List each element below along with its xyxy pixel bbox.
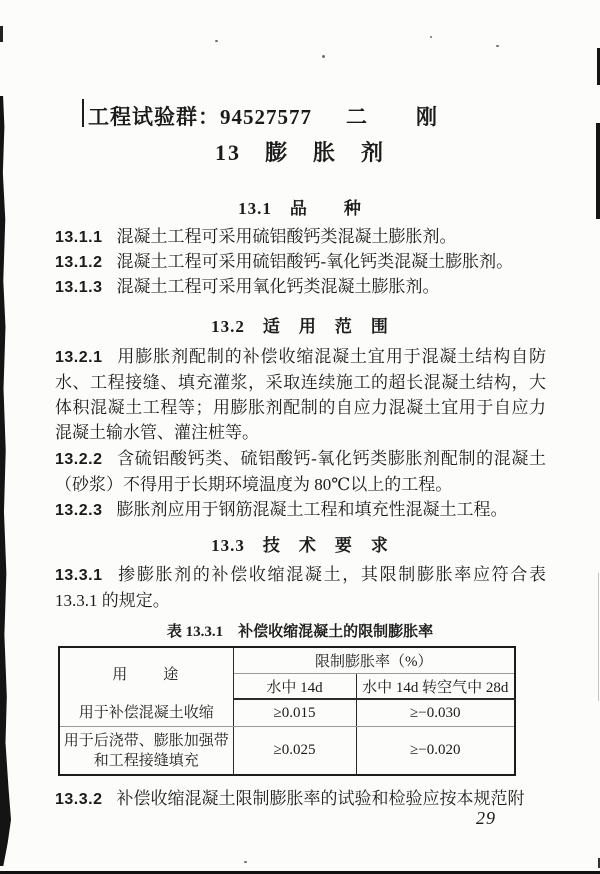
table-cell-water-14d: ≥0.015 xyxy=(233,699,356,727)
section-heading-13-3: 13.3 技 术 要 求 xyxy=(211,536,389,555)
table-subheader-water-14d: 水中 14d xyxy=(233,674,356,700)
clause-13-1-3 xyxy=(55,274,546,300)
scan-mark-top-left xyxy=(0,26,3,42)
table-cell-air-28d: ≥−0.020 xyxy=(410,742,461,758)
watermark-name-text: 二 刚 xyxy=(346,105,451,129)
clause-number: 13.1.1 xyxy=(55,229,103,246)
clause-number: 13.3.1 xyxy=(55,567,103,584)
table-row xyxy=(59,699,515,727)
clause-13-1-1 xyxy=(55,224,546,250)
clause-number: 13.2.3 xyxy=(55,502,103,519)
clause-text: 含硫铝酸钙类、硫铝酸钙-氧化钙类膨胀剂配制的混凝土（砂浆）不得用于长期环境温度为 80℃以上的工程。 xyxy=(55,449,546,494)
clause-13-2-2 xyxy=(55,446,546,497)
table-cell-usage: 用于后浇带、膨胀加强带和工程接缝填充 xyxy=(59,727,233,776)
clause-text: 混凝土工程可采用硫铝酸钙类混凝土膨胀剂。 xyxy=(116,227,457,246)
clause-number: 13.1.3 xyxy=(55,279,103,296)
clause-13-1-2 xyxy=(55,249,546,275)
clause-number: 13.2.1 xyxy=(55,349,103,366)
clause-13-3-2 xyxy=(55,786,546,812)
table-cell-usage: 用于补偿混凝土收缩 xyxy=(59,699,233,727)
clause-13-2-1 xyxy=(55,344,546,445)
scan-speck xyxy=(244,861,247,863)
table-cell-water-14d: ≥0.025 xyxy=(233,727,356,776)
scan-speck xyxy=(322,55,325,58)
table-cell-air-28d: ≥−0.030 xyxy=(356,699,515,727)
watermark-line xyxy=(88,101,451,131)
table-caption: 表 13.3.1 补偿收缩混凝土的限制膨胀率 xyxy=(166,624,434,640)
clause-number: 13.1.2 xyxy=(55,254,103,271)
clause-text: 混凝土工程可采用氧化钙类混凝土膨胀剂。 xyxy=(116,277,440,296)
section-heading-13-1: 13.1 品 种 xyxy=(238,199,362,218)
page-number: 29 xyxy=(476,808,496,828)
clause-text: 补偿收缩混凝土限制膨胀率的试验和检验应按本规范附 xyxy=(116,789,525,808)
table-row xyxy=(59,727,515,776)
table-subheader-water-14d-to-air-28d: 水中 14d 转空气中 28d xyxy=(356,674,515,700)
table-header-limited-expansion-rate: 限制膨胀率（%） xyxy=(233,647,515,674)
clause-text: 混凝土工程可采用硫铝酸钙-氧化钙类混凝土膨胀剂。 xyxy=(116,252,514,271)
scan-speck xyxy=(215,40,218,42)
watermark-group-text: 工程试验群：94527577 xyxy=(88,105,312,129)
clause-text: 用膨胀剂配制的补偿收缩混凝土宜用于混凝土结构自防水、工程接缝、填充灌浆，采取连续施工的超长混凝土结构，大体积混凝土工程等；用膨胀剂配制的自应力混凝土宜用于自应力混凝土输水管、灌注桩等。 xyxy=(55,347,546,442)
expansion-rate-table xyxy=(58,646,516,776)
section-heading-13-2: 13.2 适 用 范 围 xyxy=(211,317,389,336)
watermark-left-bar xyxy=(82,99,84,127)
clause-text: 膨胀剂应用于钢筋混凝土工程和填充性混凝土工程。 xyxy=(116,500,508,519)
clause-text: 掺膨胀剂的补偿收缩混凝土，其限制膨胀率应符合表 13.3.1 的规定。 xyxy=(55,565,546,610)
clause-13-3-1 xyxy=(55,562,546,613)
table-header-usage: 用 途 xyxy=(59,647,233,699)
scan-speck xyxy=(496,45,499,47)
chapter-title: 13 膨 胀 剂 xyxy=(214,140,385,165)
scan-speck xyxy=(430,36,432,38)
clause-number: 13.3.2 xyxy=(55,791,103,808)
clause-13-2-3 xyxy=(55,497,546,523)
clause-number: 13.2.2 xyxy=(55,451,103,468)
